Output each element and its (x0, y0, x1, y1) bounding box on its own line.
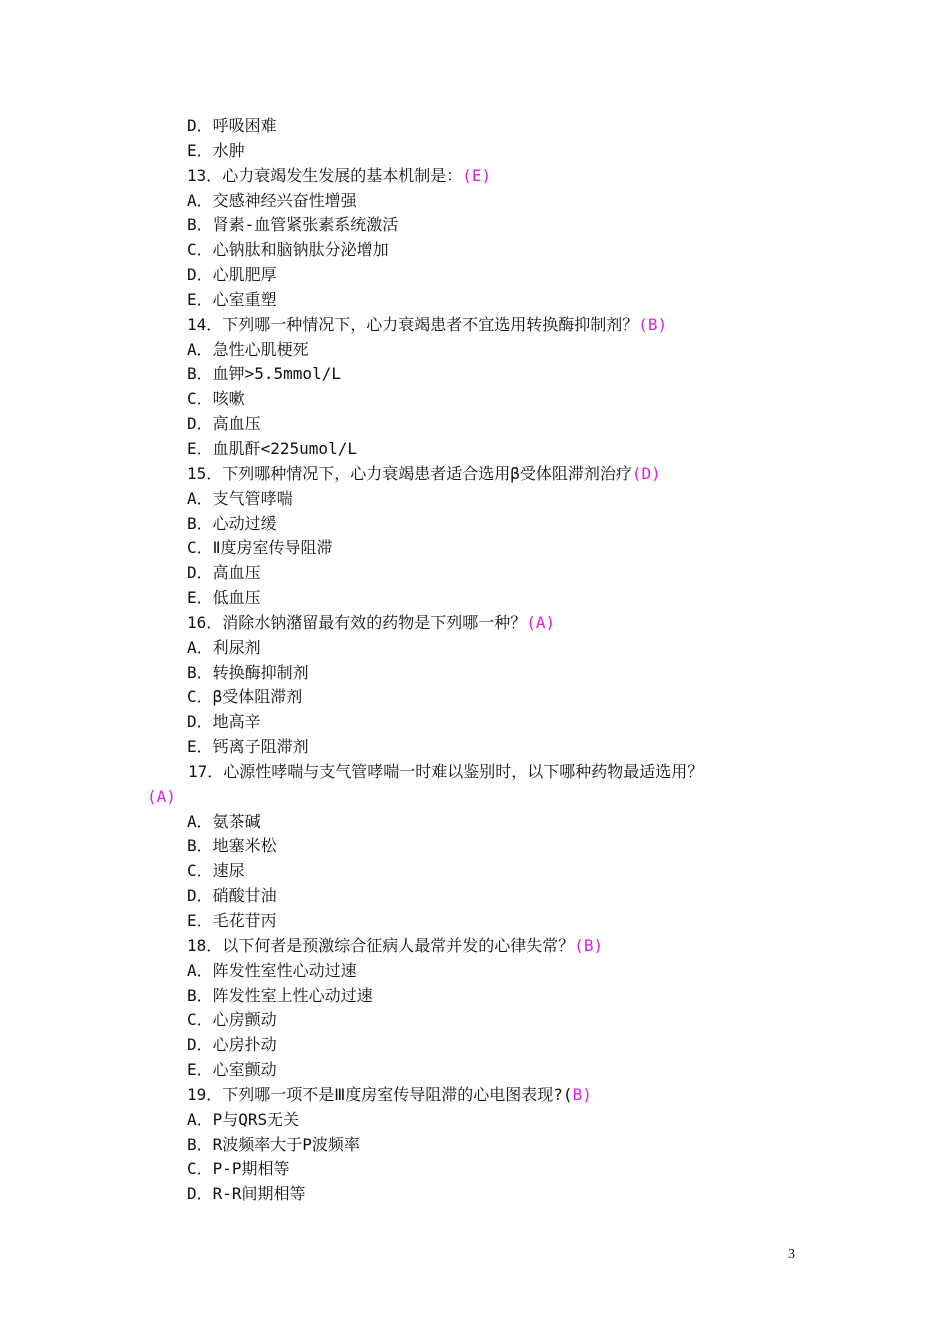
option-line: E．心室颤动 (187, 1060, 277, 1080)
option-line: B．R波频率大于P波频率 (187, 1134, 360, 1154)
question-text: 18．以下何者是预激综合征病人最常并发的心律失常？ (187, 935, 575, 955)
answer-key: B) (572, 1084, 592, 1104)
option-line: D．硝酸甘油 (187, 886, 277, 906)
option-line: E．血肌酐<225umol/L (187, 438, 357, 458)
question-text: 16．消除水钠潴留最有效的药物是下列哪一种？ (187, 612, 527, 632)
question-line (187, 611, 887, 636)
answer-key: (B) (638, 314, 668, 334)
answer-key: (D) (631, 463, 661, 483)
option-line: A．急性心肌梗死 (187, 339, 309, 359)
option-line: E．心室重塑 (187, 289, 277, 309)
option-line: D．高血压 (187, 414, 261, 434)
option-line: A．交感神经兴奋性增强 (187, 190, 357, 210)
answer-key: (A) (147, 786, 176, 806)
option-line: E．水肿 (187, 140, 245, 160)
answer-key: (B) (574, 935, 604, 955)
option-line: C．β受体阻滞剂 (187, 687, 303, 707)
option-line: E．毛花苷丙 (187, 911, 277, 930)
question-text: 19．下列哪一项不是Ⅲ度房室传导阻滞的心电图表现?( (187, 1084, 573, 1104)
question-text: 15．下列哪种情况下，心力衰竭患者适合选用β受体阻滞剂治疗 (187, 463, 632, 483)
option-line: B．阵发性室上性心动过速 (187, 985, 373, 1005)
option-line: B．转换酶抑制剂 (187, 662, 309, 682)
option-line: C．心钠肽和脑钠肽分泌增加 (187, 240, 389, 260)
page-number: 3 (788, 1247, 795, 1262)
question-line (187, 462, 887, 487)
option-line: C．P-P期相等 (187, 1159, 290, 1179)
option-line: D．心肌肥厚 (187, 265, 277, 285)
option-line: D．地高辛 (187, 712, 261, 732)
option-line: B．心动过缓 (187, 513, 277, 533)
question-line (187, 164, 887, 189)
option-line: D．呼吸困难 (187, 116, 277, 135)
option-line: B．肾素-血管紧张素系统激活 (187, 215, 399, 235)
answer-key: (E) (462, 165, 492, 185)
answer-key: (A) (526, 612, 556, 632)
option-line: A．利尿剂 (187, 637, 261, 657)
option-line: E．钙离子阻滞剂 (187, 737, 309, 757)
option-line: D．R-R间期相等 (187, 1184, 306, 1204)
question-line (187, 934, 887, 959)
option-line: A．阵发性室性心动过速 (187, 960, 357, 980)
option-line: A．氨茶碱 (187, 811, 261, 831)
option-line: A．支气管哮喘 (187, 488, 293, 508)
option-line: C．Ⅱ度房室传导阻滞 (187, 538, 333, 558)
question-list (147, 114, 887, 1207)
question-line: 17．心源性哮喘与支气管哮喘一时难以鉴别时，以下哪种药物最适选用？ (188, 761, 704, 781)
option-line: B．血钾>5.5mmol/L (187, 364, 341, 384)
question-text: 13．心力衰竭发生发展的基本机制是： (187, 165, 463, 185)
option-line: C．咳嗽 (187, 389, 245, 409)
option-line: B．地塞米松 (187, 836, 277, 856)
option-line: D．高血压 (187, 563, 261, 583)
option-line: D．心房扑动 (187, 1035, 277, 1055)
question-line (187, 313, 887, 338)
option-line: C．速尿 (187, 861, 245, 881)
option-line: A．P与QRS无关 (187, 1109, 300, 1129)
question-line-wrap (147, 785, 887, 810)
option-line: C．心房颤动 (187, 1010, 277, 1030)
option-line: E．低血压 (187, 588, 261, 608)
question-text: 14．下列哪一种情况下，心力衰竭患者不宜选用转换酶抑制剂？ (187, 314, 639, 334)
question-line (187, 1083, 887, 1108)
